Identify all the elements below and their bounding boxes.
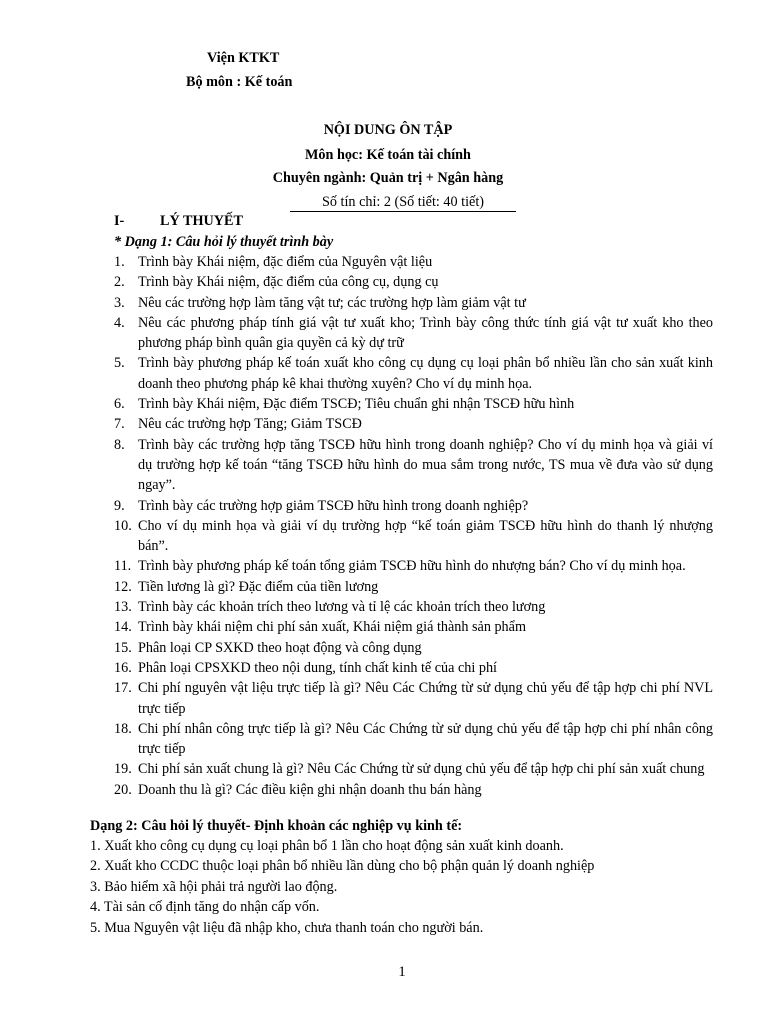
question-text: Chi phí sản xuất chung là gì? Nêu Các Chứng từ sử dụng chủ yếu để tập hợp chi phí sản xuất chung bbox=[138, 761, 705, 778]
question-item bbox=[114, 577, 713, 597]
question-text: Chi phí nhân công trực tiếp là gì? Nêu Các Chứng từ sử dụng chủ yếu để tập hợp chi phí nhân công trực tiếp bbox=[138, 720, 713, 758]
question-number: 14. bbox=[114, 619, 132, 636]
question-text: Doanh thu là gì? Các điều kiện ghi nhận doanh thu bán hàng bbox=[138, 781, 482, 798]
question-number: 17. bbox=[114, 680, 132, 697]
question-number: 6. bbox=[114, 396, 125, 413]
question-item bbox=[114, 496, 713, 516]
question-text: Trình bày các khoản trích theo lương và tỉ lệ các khoản trích theo lương bbox=[138, 599, 546, 616]
part2-question-list bbox=[90, 836, 710, 938]
question-text: Nêu các trường hợp làm tăng vật tư; các trường hợp làm giảm vật tư bbox=[138, 294, 526, 311]
entry-item: 1. Xuất kho công cụ dụng cụ loại phân bổ 1 lần cho hoạt động sản xuất kinh doanh. bbox=[90, 838, 564, 854]
question-number: 2. bbox=[114, 274, 125, 291]
entry-item: 4. Tài sản cố định tăng do nhận cấp vốn. bbox=[90, 899, 320, 916]
question-text: Trình bày phương pháp kế toán xuất kho công cụ dụng cụ loại phân bổ nhiều lần cho sản xuất kinh doanh theo phương pháp kê khai thường xuyên? Cho ví dụ minh họa. bbox=[138, 355, 713, 392]
question-number: 13. bbox=[114, 599, 132, 616]
page-number: 1 bbox=[398, 964, 406, 980]
question-number: 7. bbox=[114, 416, 125, 433]
question-item bbox=[114, 516, 713, 557]
question-text: Nêu các trường hợp Tăng; Giảm TSCĐ bbox=[138, 416, 362, 433]
major-line: Chuyên ngành: Quản trị + Ngân hàng bbox=[272, 170, 504, 186]
question-item bbox=[114, 313, 713, 354]
entry-item: 2. Xuất kho CCDC thuộc loại phân bổ nhiều lần dùng cho bộ phận quản lý doanh nghiệp bbox=[90, 858, 595, 875]
question-text: Trình bày các trường hợp tăng TSCĐ hữu hình trong doanh nghiệp? Cho ví dụ minh họa và giải ví dụ trường hợp kế toán “tăng TSCĐ hữu hình do mua sắm trong nước, TS mua về đưa vào sử dụng ngay”. bbox=[138, 436, 713, 494]
question-number: 9. bbox=[114, 497, 125, 514]
question-number: 1. bbox=[114, 254, 125, 270]
question-text: Chi phí nguyên vật liệu trực tiếp là gì? Nêu Các Chứng từ sử dụng chủ yếu để tập hợp chi phí NVL trực tiếp bbox=[138, 680, 713, 717]
question-number: 4. bbox=[114, 314, 125, 331]
question-item bbox=[114, 719, 713, 760]
question-item bbox=[114, 556, 713, 576]
entry-item: 5. Mua Nguyên vật liệu đã nhập kho, chưa thanh toán cho người bán. bbox=[90, 919, 484, 936]
credits-line: Số tín chỉ: 2 (Số tiết: 40 tiết) bbox=[322, 194, 484, 210]
question-item bbox=[114, 597, 713, 617]
question-item bbox=[114, 394, 713, 414]
question-number: 8. bbox=[114, 436, 125, 453]
title-underline bbox=[290, 211, 516, 212]
question-item bbox=[114, 678, 713, 719]
question-number: 15. bbox=[114, 639, 132, 656]
question-number: 19. bbox=[114, 761, 132, 778]
section-heading bbox=[114, 211, 243, 231]
section-number: I- bbox=[114, 213, 125, 229]
question-item bbox=[114, 272, 713, 292]
part1-heading: * Dạng 1: Câu hỏi lý thuyết trình bày bbox=[114, 234, 334, 250]
question-item bbox=[114, 617, 713, 637]
question-item bbox=[114, 780, 713, 800]
question-text: Phân loại CPSXKD theo nội dung, tính chất kinh tế của chi phí bbox=[138, 659, 497, 676]
question-item bbox=[114, 658, 713, 678]
question-number: 20. bbox=[114, 781, 132, 798]
question-text: Trình bày Khái niệm, đặc điểm của công cụ, dụng cụ bbox=[138, 274, 439, 291]
question-text: Cho ví dụ minh họa và giải ví dụ trường hợp “kế toán giảm TSCĐ hữu hình do thanh lý nhượng bán”. bbox=[138, 517, 713, 555]
question-item bbox=[114, 759, 713, 779]
institute-name: Viện KTKT bbox=[207, 50, 280, 66]
question-number: 11. bbox=[114, 558, 132, 575]
question-item bbox=[114, 638, 713, 658]
question-text: Tiền lương là gì? Đặc điểm của tiền lương bbox=[138, 578, 379, 595]
part2-heading: Dạng 2: Câu hỏi lý thuyết- Định khoản các nghiệp vụ kinh tế: bbox=[90, 818, 463, 834]
question-text: Trình bày Khái niệm, Đặc điểm TSCĐ; Tiêu chuẩn ghi nhận TSCĐ hữu hình bbox=[138, 396, 575, 413]
question-number: 5. bbox=[114, 355, 125, 372]
question-text: Trình bày Khái niệm, đặc điểm của Nguyên vật liệu bbox=[138, 254, 433, 270]
document-title: NỘI DUNG ÔN TẬP bbox=[323, 122, 453, 138]
question-item bbox=[114, 414, 713, 434]
question-text: Trình bày các trường hợp giảm TSCĐ hữu hình trong doanh nghiệp? bbox=[138, 497, 529, 514]
entry-item: 3. Bảo hiểm xã hội phải trả người lao động. bbox=[90, 878, 338, 895]
question-number: 3. bbox=[114, 294, 125, 311]
question-item bbox=[114, 353, 713, 394]
subject-line: Môn học: Kế toán tài chính bbox=[305, 147, 471, 163]
question-number: 16. bbox=[114, 659, 132, 676]
department-name: Bộ môn : Kế toán bbox=[186, 74, 293, 90]
question-number: 18. bbox=[114, 720, 132, 737]
question-text: Phân loại CP SXKD theo hoạt động và công dụng bbox=[138, 639, 422, 656]
question-item bbox=[114, 252, 713, 272]
question-number: 10. bbox=[114, 517, 132, 534]
question-item bbox=[114, 293, 713, 313]
question-text: Trình bày phương pháp kế toán tổng giảm TSCĐ hữu hình do nhượng bán? Cho ví dụ minh họa. bbox=[138, 558, 686, 575]
part1-question-list bbox=[114, 252, 713, 800]
question-item bbox=[114, 435, 713, 496]
question-text: Nêu các phương pháp tính giá vật tư xuất kho; Trình bày công thức tính giá vật tư xuất kho theo phương pháp bình quân gia quyền cả kỳ dự trữ bbox=[138, 314, 713, 352]
section-title: LÝ THUYẾT bbox=[160, 213, 243, 229]
question-number: 12. bbox=[114, 578, 132, 595]
question-text: Trình bày khái niệm chi phí sản xuất, Khái niệm giá thành sản phẩm bbox=[138, 619, 526, 636]
